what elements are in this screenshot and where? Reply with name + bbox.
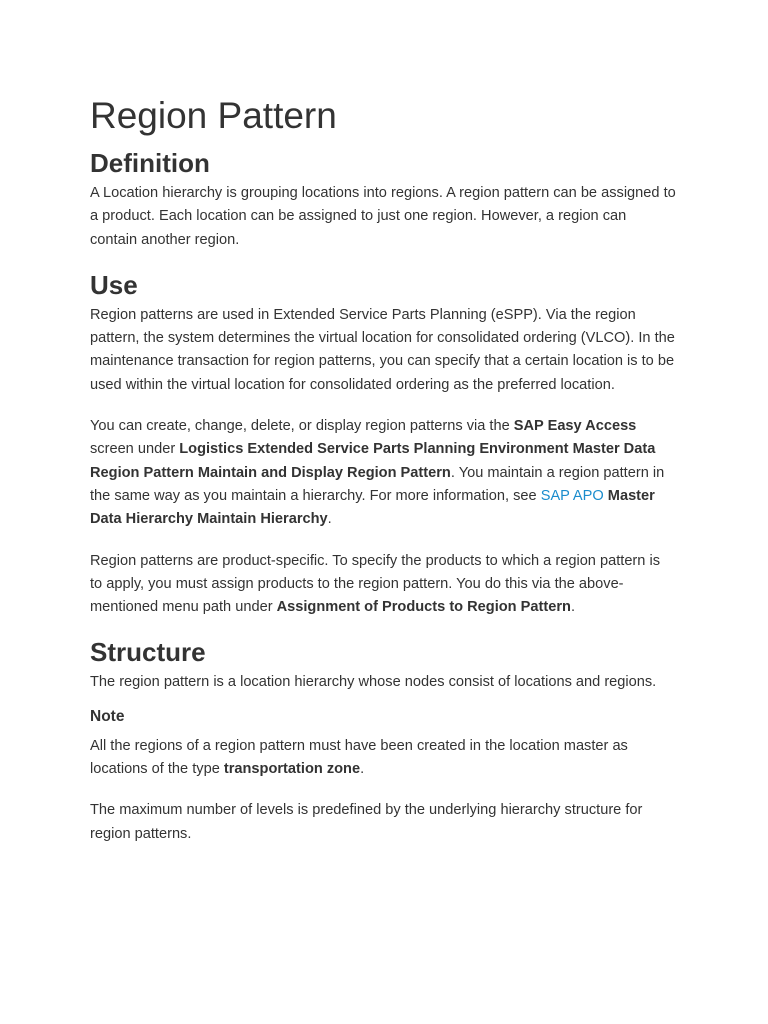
page-title: Region Pattern bbox=[90, 95, 337, 136]
use-paragraph-3 bbox=[90, 550, 676, 620]
use-p2-text-1: You can create, change, delete, or display region patterns via the bbox=[90, 418, 514, 435]
sap-apo-link[interactable]: SAP APO bbox=[540, 487, 604, 504]
sap-easy-access-label: SAP Easy Access bbox=[513, 418, 637, 435]
definition-heading: Definition bbox=[90, 148, 210, 178]
assignment-menu-label: Assignment of Products to Region Pattern bbox=[276, 599, 571, 616]
use-p2-text-3: . You maintain a region pattern in the same way as you maintain a hierarchy. For more information, see bbox=[90, 464, 665, 504]
note-paragraph-2: The maximum number of levels is predefined by the underlying hierarchy structure for region patterns. bbox=[90, 802, 643, 842]
note-heading: Note bbox=[90, 707, 125, 725]
use-p2-text-2: screen under bbox=[90, 441, 180, 458]
definition-text: A Location hierarchy is grouping locations into regions. A region pattern can be assigned to a product. Each location can be assigned to just one region. However, a region can contain another region. bbox=[90, 185, 676, 248]
structure-section bbox=[90, 637, 676, 845]
use-heading: Use bbox=[90, 269, 138, 300]
transportation-zone-label: transportation zone bbox=[223, 761, 361, 778]
menu-path-region-pattern: Logistics Extended Service Parts Planning Environment Master Data Region Pattern Maintain and Display Region Pattern bbox=[90, 441, 656, 481]
definition-section bbox=[90, 148, 676, 252]
use-paragraph-2 bbox=[90, 415, 676, 531]
note-p1-text-1: All the regions of a region pattern must have been created in the location master as locations of the type bbox=[90, 737, 628, 778]
note-paragraph-1 bbox=[90, 735, 676, 782]
use-p3-text-2: . bbox=[570, 599, 575, 616]
use-p2-text-5: . bbox=[327, 511, 332, 528]
note-p1-text-2: . bbox=[360, 761, 365, 778]
use-paragraph-1: Region patterns are used in Extended Service Parts Planning (eSPP). Via the region pattern, the system determines the virtual location for consolidated ordering (VLCO). In the maintenance transaction for region patterns, you can specify that a certain location is to be used within the virtual location for consolidated ordering as the preferred location. bbox=[90, 306, 675, 393]
structure-heading: Structure bbox=[90, 637, 206, 668]
menu-path-hierarchy: Master Data Hierarchy Maintain Hierarchy bbox=[90, 487, 655, 528]
structure-text: The region pattern is a location hierarchy whose nodes consist of locations and regions. bbox=[90, 674, 657, 691]
use-section bbox=[90, 270, 676, 620]
use-p3-text-1: Region patterns are product-specific. To specify the products to which a region pattern is to apply, you must assign products to the region pattern. You do this via the above-mentioned menu path under bbox=[90, 552, 661, 616]
